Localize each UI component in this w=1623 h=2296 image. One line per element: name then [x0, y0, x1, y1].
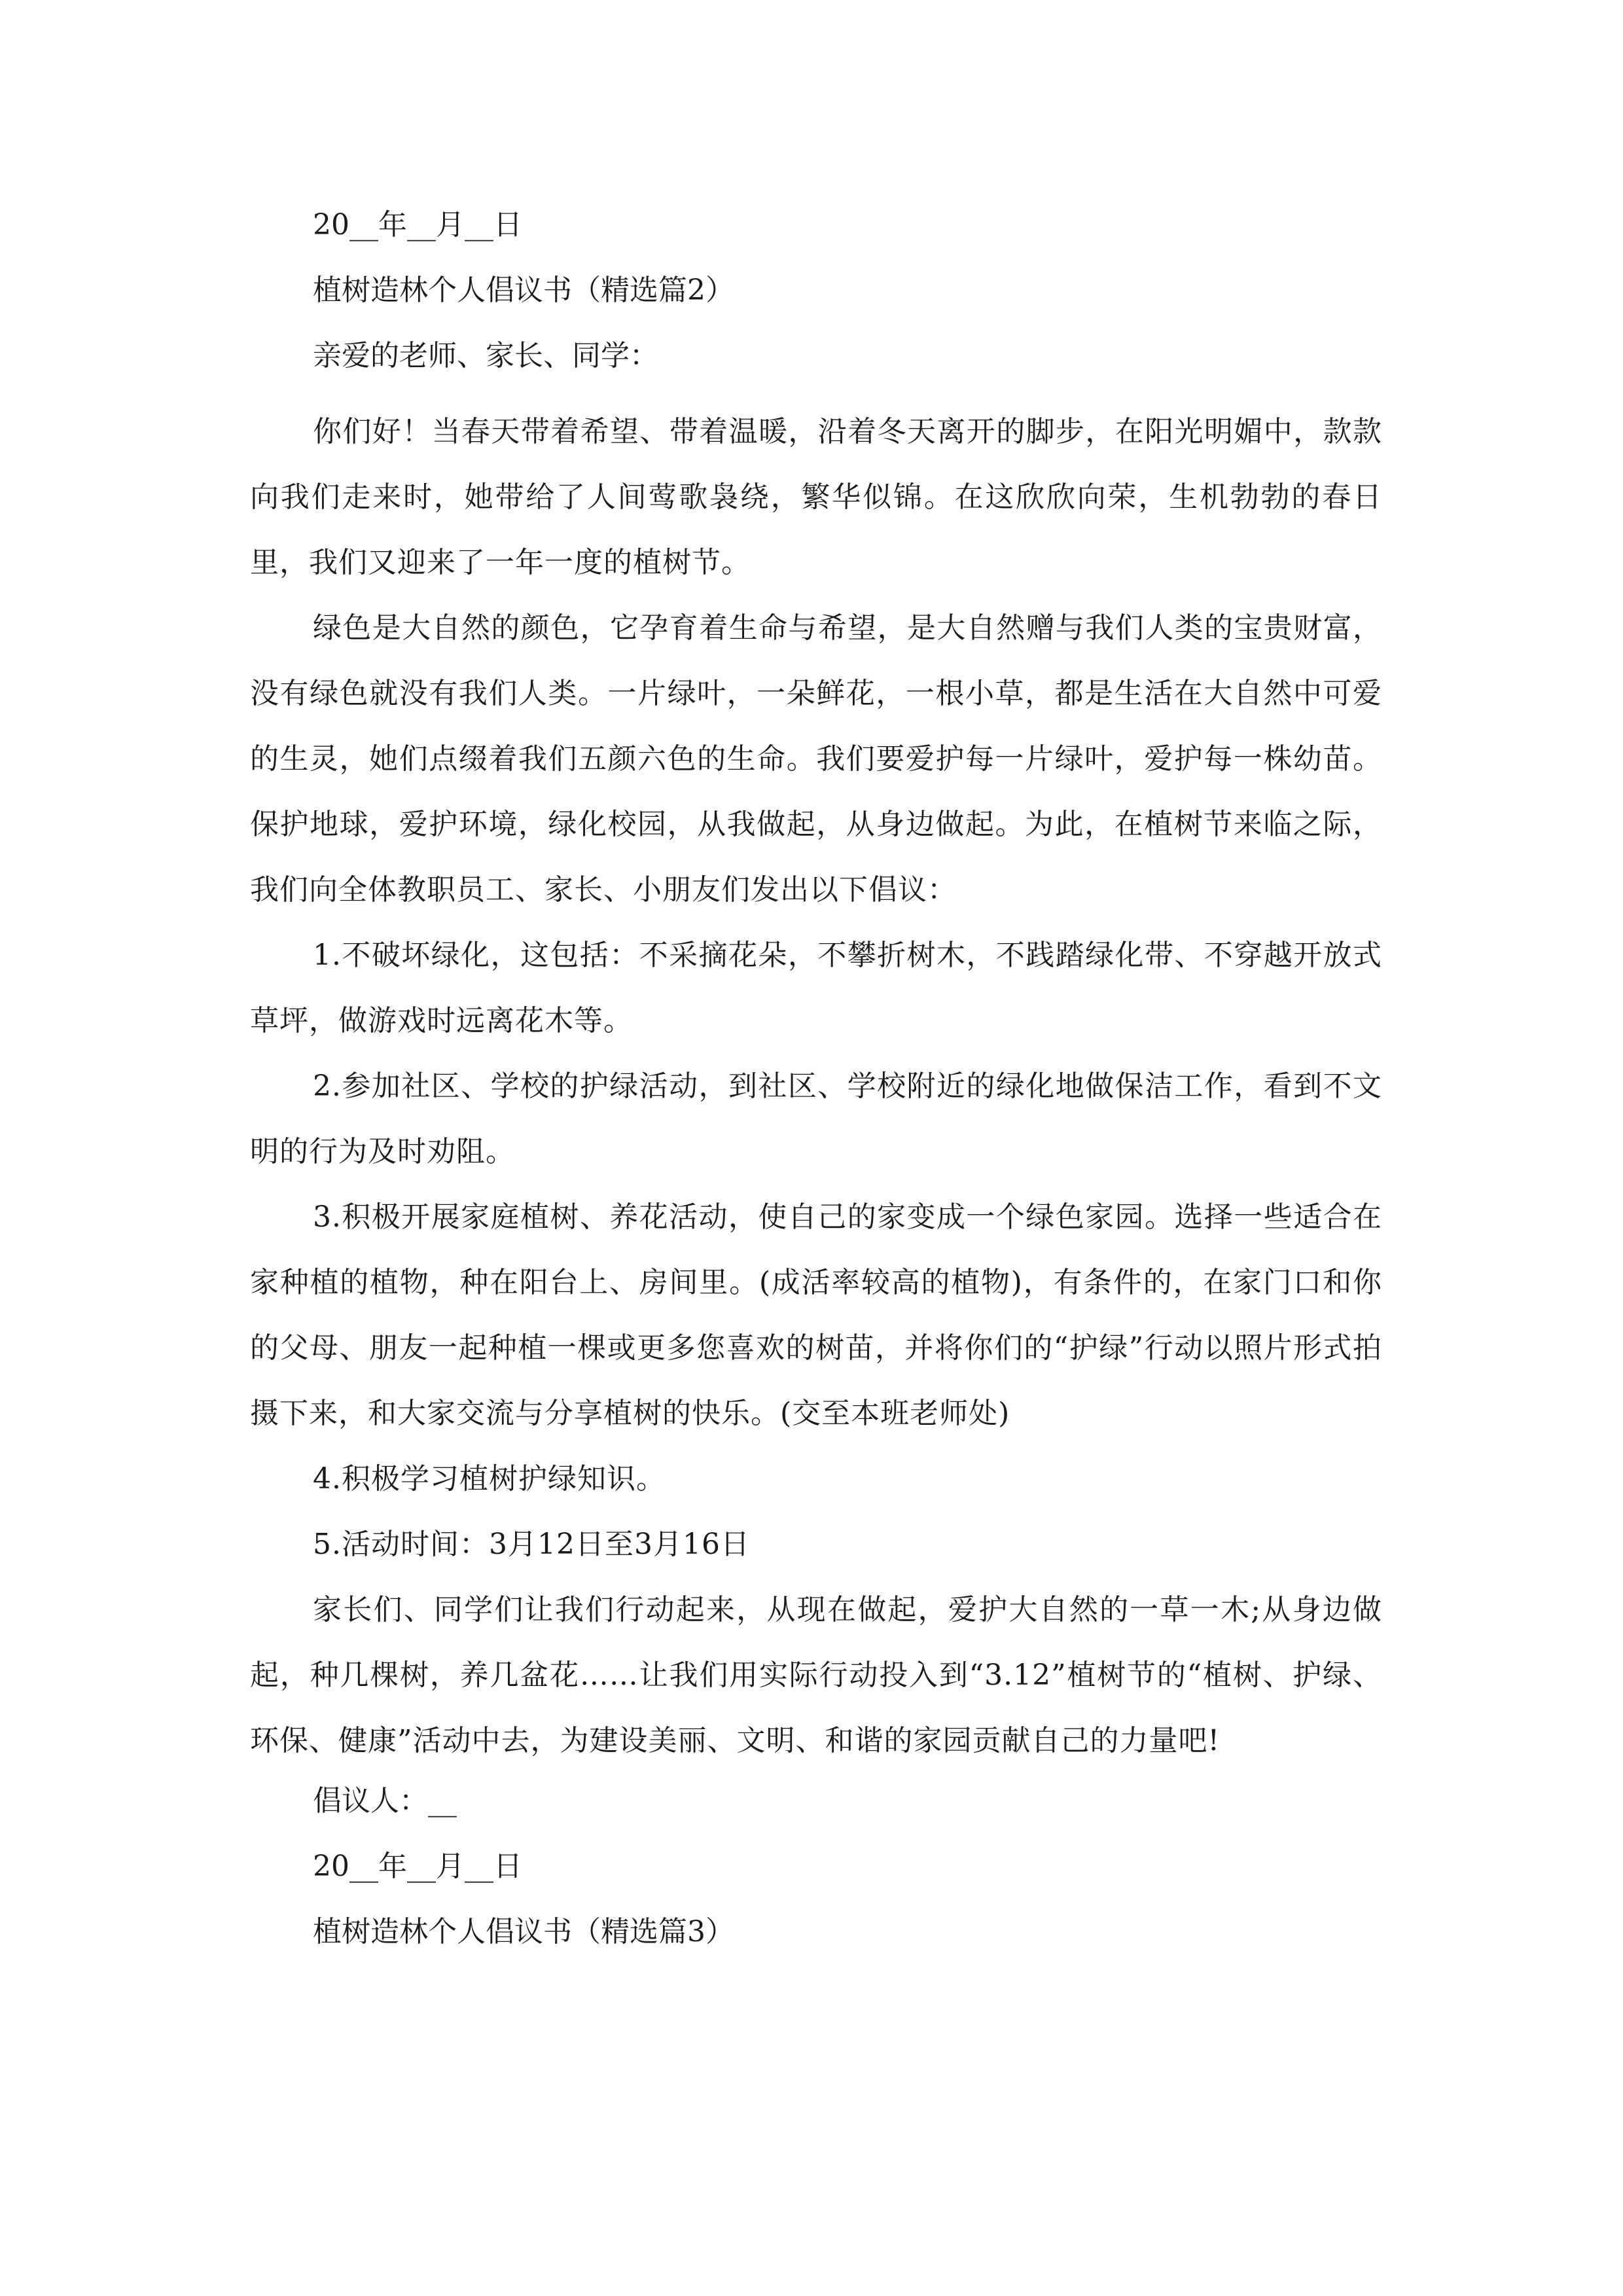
salutation: 亲爱的老师、家长、同学：	[313, 339, 658, 372]
section-title: 植树造林个人倡议书（精选篇2）	[313, 274, 734, 307]
date-line-bottom: 20__年__月__日	[313, 1850, 522, 1883]
proposal-item-4: 4.积极学习植树护绿知识。	[313, 1462, 666, 1496]
paragraph-green-nature: 绿色是大自然的颜色，它孕育着生命与希望，是大自然赠与我们人类的宝贵财富，没有绿色就没有我们人类。一片绿叶，一朵鲜花，一根小草，都是生活在大自然中可爱的生灵，她们点缀着我们五颜六色的生命。我们要爱护每一片绿叶，爱护每一株幼苗。保护地球，爱护环境，绿化校园，从我做起，从身边做起。为此，在植树节来临之际，我们向全体教职员工、家长、小朋友们发出以下倡议：	[250, 611, 1382, 906]
paragraph-closing: 家长们、同学们让我们行动起来，从现在做起，爱护大自然的一草一木;从身边做起，种几棵树，养几盆花……让我们用实际行动投入到“3.12”植树节的“植树、护绿、环保、健康”活动中去，为建设美丽、文明、和谐的家园贡献自己的力量吧!	[250, 1593, 1382, 1757]
date-line: 20__年__月__日	[313, 208, 522, 242]
proposer-line: 倡议人：__	[313, 1784, 457, 1818]
proposal-item-3: 3.积极开展家庭植树、养花活动，使自己的家变成一个绿色家园。选择一些适合在家种植的植物，种在阳台上、房间里。(成活率较高的植物)，有条件的，在家门口和你的父母、朋友一起种植一棵或更多您喜欢的树苗，并将你们的“护绿”行动以照片形式拍摄下来，和大家交流与分享植树的快乐。(交至本班老师处)	[250, 1200, 1382, 1430]
section-title-next: 植树造林个人倡议书（精选篇3）	[313, 1915, 734, 1948]
paragraph-greeting: 你们好！当春天带着希望、带着温暖，沿着冬天离开的脚步，在阳光明媚中，款款向我们走来时，她带给了人间莺歌袅绕，繁华似锦。在这欣欣向荣，生机勃勃的春日里，我们又迎来了一年一度的植树节。	[250, 415, 1382, 579]
proposal-item-1: 1.不破坏绿化，这包括：不采摘花朵，不攀折树木，不践踏绿化带、不穿越开放式草坪，做游戏时远离花木等。	[250, 939, 1382, 1037]
document-body	[250, 203, 1382, 1975]
proposal-item-2: 2.参加社区、学校的护绿活动，到社区、学校附近的绿化地做保洁工作，看到不文明的行为及时劝阻。	[250, 1069, 1382, 1168]
proposal-item-5: 5.活动时间：3月12日至3月16日	[313, 1528, 750, 1561]
